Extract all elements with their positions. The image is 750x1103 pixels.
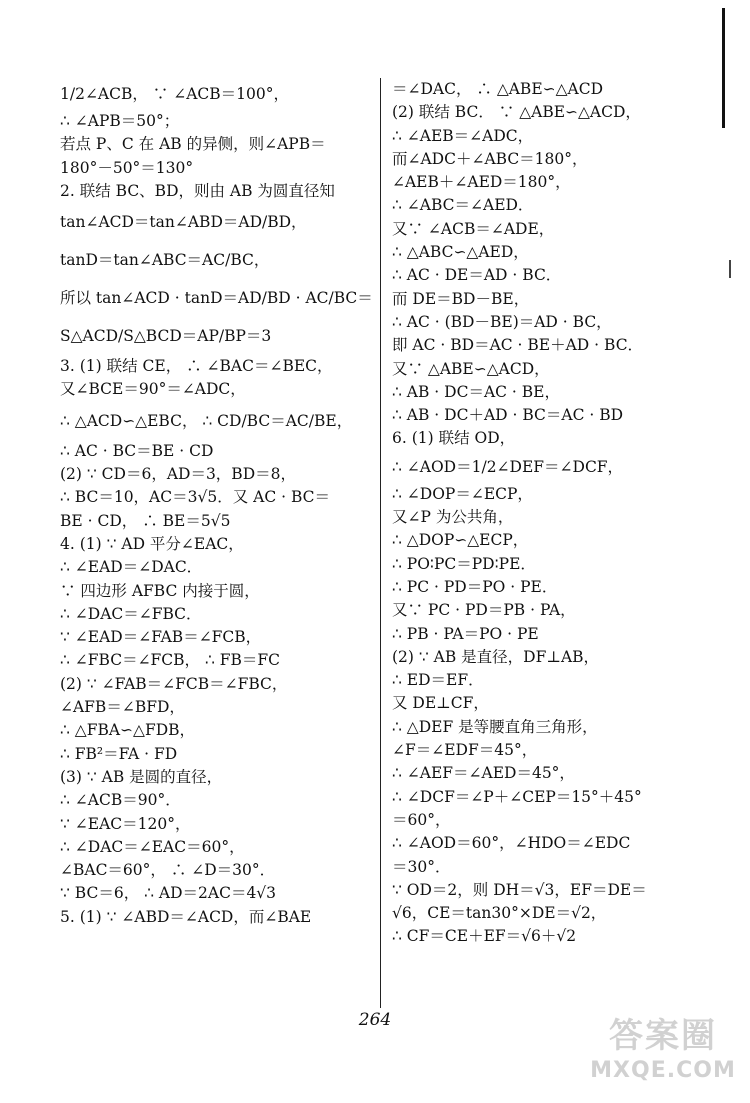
watermark-text: 答案圈 bbox=[609, 1016, 717, 1056]
text-line: 若点 P、C 在 AB 的异侧，则∠APB＝ bbox=[60, 135, 326, 154]
text-line: √6，CE＝tan30°×DE＝√2， bbox=[392, 904, 607, 923]
text-line: ∵ ∠EAC＝120°， bbox=[60, 814, 191, 833]
text-line: ∴ BC＝10，AC＝3√5．又 AC · BC＝ bbox=[60, 488, 331, 507]
text-line: ∴ CF＝CE＋EF＝√6＋√2 bbox=[392, 927, 577, 946]
text-line: ∴ AC · (BD－BE)＝AD · BC， bbox=[392, 312, 612, 331]
text-line: ∴ ∠APB＝50°； bbox=[60, 112, 180, 130]
text-line: 5. (1) ∵ ∠ABD＝∠ACD，而∠BAE bbox=[60, 907, 312, 926]
text-line: ∠F＝∠EDF＝45°， bbox=[392, 741, 538, 760]
text-line: tanD＝tan∠ABC＝AC/BC， bbox=[60, 251, 270, 270]
text-line: ∴ ∠ABC＝∠AED． bbox=[392, 196, 534, 215]
text-line: ∴ △DEF 是等腰直角三角形， bbox=[392, 717, 598, 736]
text-line: (2) ∵ CD＝6，AD＝3，BD＝8， bbox=[60, 465, 296, 484]
text-line: ∴ ∠DCF＝∠P＋∠CEP＝15°＋45° bbox=[392, 787, 642, 806]
text-line: ∠BAC＝60°， ∴ ∠D＝30°． bbox=[60, 861, 276, 880]
text-line: ＝60°， bbox=[392, 810, 451, 829]
text-line: ∴ AC · BC＝BE · CD bbox=[60, 441, 214, 460]
text-line: 1/2∠ACB， ∵ ∠ACB＝100°， bbox=[60, 85, 289, 103]
watermark-domain: MXQE.COM bbox=[590, 1058, 736, 1083]
text-line: ∠AEB＋∠AED＝180°， bbox=[392, 173, 571, 192]
text-line: 又∠BCE＝90°＝∠ADC， bbox=[60, 380, 246, 399]
text-line: 而 DE＝BD－BE， bbox=[392, 289, 530, 308]
text-line: ∴ △ABC∽△AED， bbox=[392, 243, 529, 262]
text-line: 所以 tan∠ACD · tanD＝AD/BD · AC/BC＝ bbox=[60, 289, 373, 308]
text-line: ∴ AB · DC＝AC · BE， bbox=[392, 382, 560, 401]
text-line: ∴ △DOP∽△ECP， bbox=[392, 531, 529, 550]
text-line: 4. (1) ∵ AD 平分∠EAC， bbox=[60, 534, 244, 553]
text-line: 180°－50°＝130° bbox=[60, 158, 194, 177]
text-line: 3. (1) 联结 CE， ∴ ∠BAC＝∠BEC， bbox=[60, 357, 333, 376]
text-line: ∴ ∠AEF＝∠AED＝45°， bbox=[392, 764, 575, 783]
text-line: 6. (1) 联结 OD， bbox=[392, 429, 516, 448]
text-line: (3) ∵ AB 是圆的直径， bbox=[60, 767, 223, 786]
text-line: (2) 联结 BC． ∵ △ABE∽△ACD， bbox=[392, 103, 641, 122]
text-line: ＝30°． bbox=[392, 857, 451, 876]
text-line: ∴ △FBA∽△FDB， bbox=[60, 721, 196, 740]
text-line: 又∵ PC · PD＝PB · PA， bbox=[392, 601, 576, 620]
text-line: ∴ ∠DOP＝∠ECP， bbox=[392, 484, 533, 503]
text-line: BE · CD， ∴ BE＝5√5 bbox=[60, 511, 231, 530]
right-column bbox=[392, 78, 722, 949]
text-line: ∴ PB · PA＝PO · PE bbox=[392, 624, 539, 643]
text-line: ∴ ED＝EF． bbox=[392, 671, 484, 690]
text-line: ∵ BC＝6， ∴ AD＝2AC＝4√3 bbox=[60, 884, 277, 903]
left-column bbox=[60, 78, 380, 929]
text-line: 又∵ ∠ACB＝∠ADE， bbox=[392, 219, 555, 238]
text-line: ∴ ∠AOD＝1/2∠DEF＝∠DCF， bbox=[392, 457, 624, 476]
text-line: ∴ ∠AEB＝∠ADC， bbox=[392, 126, 534, 145]
text-line: 又∵ △ABE∽△ACD， bbox=[392, 359, 550, 378]
text-line: ∴ PC · PD＝PO · PE． bbox=[392, 577, 558, 596]
text-line: ∵ ∠EAD＝∠FAB＝∠FCB， bbox=[60, 628, 262, 647]
text-line: S△ACD/S△BCD＝AP/BP＝3 bbox=[60, 327, 272, 346]
text-line: 2. 联结 BC、BD，则由 AB 为圆直径知 bbox=[60, 181, 335, 200]
text-line: tan∠ACD＝tan∠ABD＝AD/BD， bbox=[60, 213, 307, 232]
text-line: ∠AFB＝∠BFD， bbox=[60, 698, 185, 717]
text-line: ∴ PO∶PC＝PD∶PE． bbox=[392, 554, 536, 573]
text-line: ∴ ∠EAD＝∠DAC． bbox=[60, 558, 203, 577]
text-line: (2) ∵ ∠FAB＝∠FCB＝∠FBC， bbox=[60, 674, 288, 693]
text-line: 又 DE⊥CF， bbox=[392, 694, 489, 713]
text-line: ∴ AB · DC＋AD · BC＝AC · BD bbox=[392, 406, 624, 425]
text-line: ∴ △ACD∽△EBC， ∴ CD/BC＝AC/BE， bbox=[60, 411, 353, 430]
text-line: ＝∠DAC， ∴ △ABE∽△ACD bbox=[392, 80, 604, 98]
text-line: ∴ ∠FBC＝∠FCB， ∴ FB＝FC bbox=[60, 651, 281, 670]
text-line: 即 AC · BD＝AC · BE＋AD · BC． bbox=[392, 336, 644, 355]
text-line: ∴ ∠AOD＝60°，∠HDO＝∠EDC bbox=[392, 834, 631, 853]
text-line: (2) ∵ AB 是直径，DF⊥AB， bbox=[392, 647, 600, 666]
text-line: ∴ ∠ACB＝90°． bbox=[60, 791, 181, 810]
watermark-logo bbox=[588, 1015, 738, 1095]
text-line: 又∠P 为公共角， bbox=[392, 508, 514, 527]
column-divider bbox=[380, 78, 381, 1008]
text-line: ∴ FB²＝FA · FD bbox=[60, 744, 178, 763]
edge-tick bbox=[729, 260, 731, 278]
text-line: ∴ ∠DAC＝∠FBC． bbox=[60, 604, 202, 623]
page-number: 264 bbox=[358, 1010, 392, 1030]
text-line: ∵ OD＝2，则 DH＝√3，EF＝DE＝ bbox=[392, 880, 647, 899]
edge-rule bbox=[722, 8, 725, 128]
text-line: ∵ 四边形 AFBC 内接于圆， bbox=[60, 581, 260, 600]
text-line: 而∠ADC＋∠ABC＝180°， bbox=[392, 149, 588, 168]
text-line: ∴ AC · DE＝AD · BC． bbox=[392, 266, 562, 285]
text-line: ∴ ∠DAC＝∠EAC＝60°， bbox=[60, 837, 245, 856]
